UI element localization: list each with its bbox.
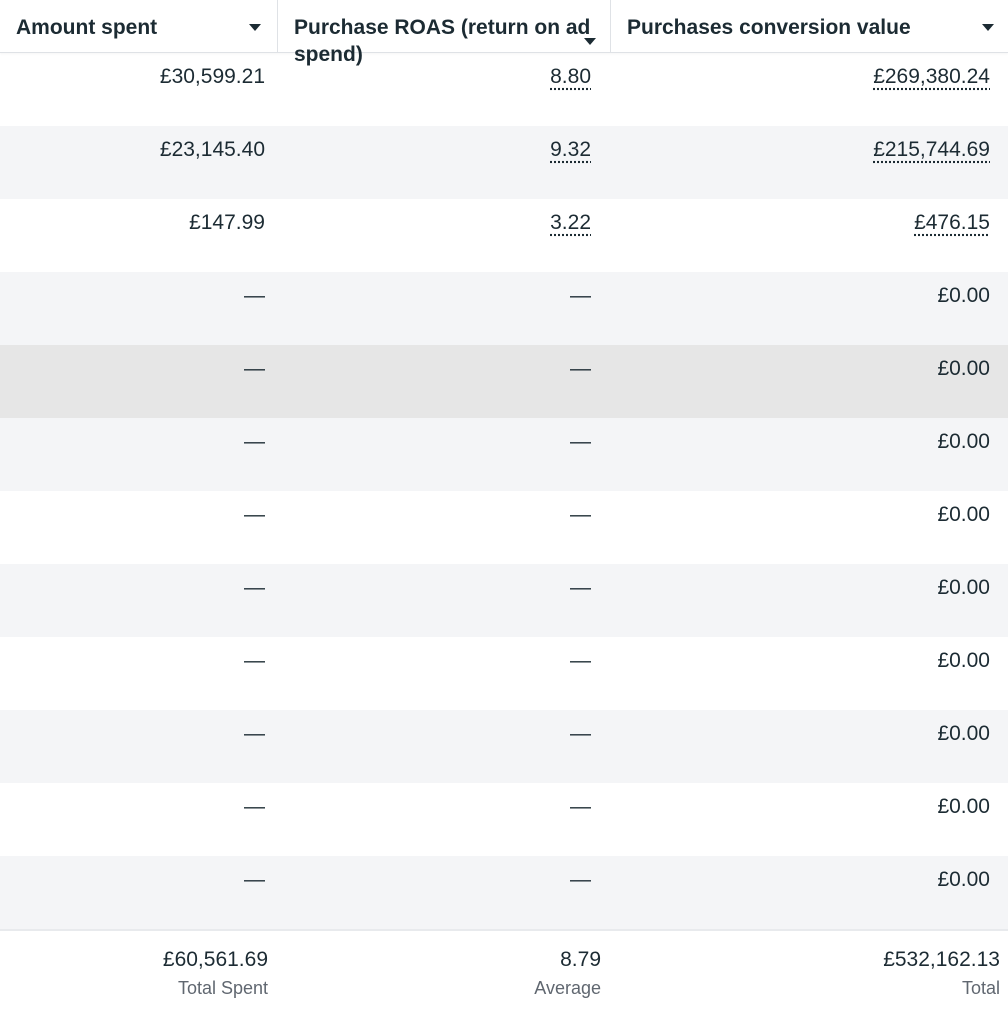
purchase-roas-link[interactable]: 3.22 [550,211,591,234]
caret-down-icon[interactable] [982,24,994,31]
total-purchase-roas [277,931,610,1026]
amount-spent-cell: £30,599.21 [159,65,265,88]
caret-down-icon[interactable] [584,38,596,45]
column-header-amount-spent[interactable] [0,0,277,52]
column-header-label: Amount spent [16,16,158,39]
amount-spent-cell: £147.99 [189,211,265,234]
purchase-roas-cell [277,126,610,199]
purchase-roas-cell: — [570,795,591,818]
table-row[interactable] [0,564,1008,637]
total-label: Total [961,978,1000,998]
conversion-value-cell: £0.00 [937,649,990,672]
table-header [0,0,1008,66]
purchase-roas-cell: — [570,722,591,745]
caret-down-icon[interactable] [249,24,261,31]
conversion-value-cell: £0.00 [937,722,990,745]
total-label: Average [534,978,601,998]
conversion-value-cell: £0.00 [937,430,990,453]
amount-spent-cell: — [244,576,265,599]
conversion-value-link[interactable]: £269,380.24 [873,65,990,88]
amount-spent-cell: — [244,722,265,745]
table-row[interactable] [0,856,1008,929]
total-amount-spent [0,931,277,1026]
purchase-roas-link[interactable]: 8.80 [550,65,591,88]
column-header-conversion-value[interactable] [610,0,1008,52]
amount-spent-cell: — [244,357,265,380]
total-value: £532,162.13 [883,948,1000,971]
amount-spent-cell: — [244,649,265,672]
table-row[interactable] [0,710,1008,783]
purchase-roas-cell: — [570,357,591,380]
column-header-label: Purchases conversion value [627,16,911,39]
conversion-value-link[interactable]: £476.15 [914,211,990,234]
conversion-value-cell: £0.00 [937,868,990,891]
table-row[interactable] [0,53,1008,126]
purchase-roas-cell: — [570,503,591,526]
total-value: 8.79 [560,948,601,971]
table-row[interactable] [0,637,1008,710]
column-header-label: Purchase ROAS (return on ad spend) [294,16,591,66]
amount-spent-cell: — [244,503,265,526]
total-conversion-value [610,931,1008,1026]
table-row[interactable] [0,345,1008,418]
table-row[interactable] [0,491,1008,564]
purchase-roas-cell [277,199,610,272]
table-body [0,53,1008,929]
conversion-value-cell [610,199,1008,272]
table-row[interactable] [0,418,1008,491]
table-row[interactable] [0,783,1008,856]
conversion-value-cell: £0.00 [937,503,990,526]
purchase-roas-cell: — [570,868,591,891]
conversion-value-cell: £0.00 [937,795,990,818]
purchase-roas-cell [277,53,610,126]
amount-spent-cell: — [244,284,265,307]
total-value: £60,561.69 [162,948,268,971]
table-row[interactable] [0,272,1008,345]
conversion-value-cell [610,126,1008,199]
purchase-roas-cell: — [570,430,591,453]
conversion-value-cell: £0.00 [937,284,990,307]
conversion-value-cell: £0.00 [937,357,990,380]
amount-spent-cell: — [244,795,265,818]
total-label: Total Spent [177,978,268,998]
conversion-value-link[interactable]: £215,744.69 [873,138,990,161]
conversion-value-cell: £0.00 [937,576,990,599]
amount-spent-cell: £23,145.40 [159,138,265,161]
table-row[interactable] [0,199,1008,272]
purchase-roas-cell: — [570,649,591,672]
amount-spent-cell: — [244,430,265,453]
table-row[interactable] [0,126,1008,199]
purchase-roas-cell: — [570,576,591,599]
totals-row [0,929,1008,1026]
conversion-value-cell [610,53,1008,126]
amount-spent-cell: — [244,868,265,891]
purchase-roas-link[interactable]: 9.32 [550,138,591,161]
column-header-purchase-roas[interactable] [277,0,610,66]
purchase-roas-cell: — [570,284,591,307]
